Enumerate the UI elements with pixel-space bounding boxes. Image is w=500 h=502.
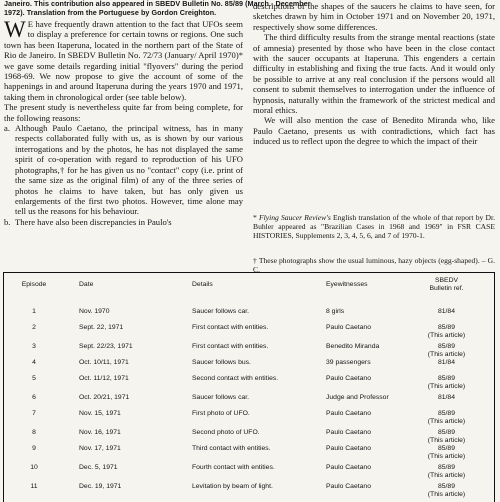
intro-paragraph [4, 19, 243, 102]
cell-date: Oct. 20/21, 1971 [79, 394, 130, 401]
cell-bulletin-ref: 85/89 [437, 445, 455, 452]
cell-episode: 10 [30, 464, 38, 471]
cell-bulletin-ref-note: (This article) [427, 332, 466, 339]
cell-episode: 3 [32, 343, 36, 350]
reason-item-b [4, 217, 243, 227]
cell-bulletin-ref: 81/84 [437, 359, 455, 366]
cell-date: Dec. 5, 1971 [79, 464, 118, 471]
reason-item-a [4, 123, 243, 217]
cell-details: First photo of UFO. [192, 410, 250, 417]
cell-eyewitnesses: Paulo Caetano [326, 375, 371, 382]
cell-eyewitnesses: Paulo Caetano [326, 410, 371, 417]
header-ref-line-1: SBEDV [434, 277, 459, 284]
cell-episode: 4 [32, 359, 36, 366]
cell-date: Sept. 22, 1971 [79, 324, 124, 331]
cell-bulletin-ref: 85/89 [437, 343, 455, 350]
cell-date: Nov. 15, 1971 [79, 410, 121, 417]
cell-bulletin-ref-note: (This article) [427, 491, 466, 498]
footnote-photos: † These photographs show the usual luminous, hazy objects (egg-shaped). – G. C. [253, 256, 495, 274]
header-eyewitnesses: Eyewitnesses [326, 281, 368, 288]
footnote-fsr-marker: * [253, 213, 259, 222]
intro-paragraph-text: E have frequently drawn attention to the fact that UFOs seem to display a preference for certain towns or regions. One such town has been Itaperuna, located in the northern part of the State of Rio de Janeiro. In SBEDV Bulletin No. 72/73 (January/ April 1970)* we gave some details regarding initial "flyovers" during the period 1968-69. We now propose to give the account of some of the happenings in and around Itaperuna during the years 1970 and 1971, taking them in chronological order (see table below). [4, 19, 243, 102]
cell-bulletin-ref: 85/89 [437, 429, 455, 436]
drop-cap: W [4, 17, 26, 42]
cell-eyewitnesses: Paulo Caetano [326, 464, 371, 471]
cell-bulletin-ref-note: (This article) [427, 453, 466, 460]
cell-bulletin-ref-note: (This article) [427, 437, 466, 444]
cell-eyewitnesses: 39 passengers [326, 359, 371, 366]
cell-episode: 9 [32, 445, 36, 452]
cell-episode: 5 [32, 375, 36, 382]
cell-bulletin-ref: 85/89 [437, 410, 455, 417]
cell-episode: 7 [32, 410, 36, 417]
cell-eyewitnesses: Paulo Caetano [326, 324, 371, 331]
cell-date: Nov. 17, 1971 [79, 445, 121, 452]
cell-date: Oct. 11/12, 1971 [79, 375, 129, 382]
header-episode: Episode [21, 281, 47, 288]
cell-eyewitnesses: Paulo Caetano [326, 483, 371, 490]
header-note-line-1: Janeiro. This contribution also appeared in SBEDV Bulletin No. 85/89 (March - December [4, 0, 311, 8]
cell-details: First contact with entities. [192, 324, 269, 331]
cell-details: Saucer follows car. [192, 308, 250, 315]
cell-bulletin-ref-note: (This article) [427, 472, 466, 479]
cell-details: Fourth contact with entities. [192, 464, 275, 471]
cell-details: Third contact with entities. [192, 445, 271, 452]
miranda-paragraph: We will also mention the case of Benedito Miranda who, like Paulo Caetano, presents us with contradictions, which fact has induced us to reflect upon the degree to which the impact of their [253, 115, 495, 147]
cell-details: Saucer follows bus. [192, 359, 251, 366]
cell-date: Oct. 10/11, 1971 [79, 359, 129, 366]
cell-episode: 8 [32, 429, 36, 436]
cell-date: Dec. 19, 1971 [79, 483, 122, 490]
cell-details: Levitation by beam of light. [192, 483, 273, 490]
right-column [253, 1, 495, 147]
header-details: Details [192, 281, 213, 288]
cell-eyewitnesses: 8 girls [326, 308, 345, 315]
cell-date: Nov. 16, 1971 [79, 429, 121, 436]
cell-date: Sept. 22/23, 1971 [79, 343, 133, 350]
cell-eyewitnesses: Benedito Miranda [326, 343, 380, 350]
cell-details: Second photo of UFO. [192, 429, 260, 436]
footnote-fsr [253, 214, 495, 240]
reason-item-a-text: Although Paulo Caetano, the principal witness, has in many respects collaborated fully with us, as is shown by our various interrogations and by the photos, he has not displayed the same spirit of co-operation with regard to reproduction of his UFO photographs,† for he has given us no "contact" copy (i.e. print of the same size as the original film) of any of the three series of photos he claims to have taken, but has only given us enlargements of the first two photos. However, time alone may tell us the reasons for his behaviour. [15, 123, 243, 217]
reason-item-a-marker: a. [4, 123, 10, 134]
cell-episode: 6 [32, 394, 36, 401]
cell-details: Second contact with entities. [192, 375, 279, 382]
cell-episode: 11 [30, 483, 38, 490]
cell-episode: 1 [32, 308, 36, 315]
reason-item-b-marker: b. [4, 216, 11, 227]
cell-bulletin-ref: 85/89 [437, 375, 455, 382]
reasons-paragraph: The present study is nevertheless quite far from being complete, for the following reasons: [4, 102, 243, 123]
header-ref-line-2: Bulletin ref. [429, 285, 464, 292]
cell-bulletin-ref: 81/84 [437, 394, 455, 401]
cell-eyewitnesses: Paulo Caetano [326, 429, 371, 436]
cell-bulletin-ref: 85/89 [437, 483, 455, 490]
header-date: Date [79, 281, 94, 288]
cell-details: First contact with entities. [192, 343, 269, 350]
cell-episode: 2 [32, 324, 36, 331]
episodes-table [3, 272, 495, 502]
footnote-fsr-title: Flying Saucer Review's [258, 213, 331, 222]
cell-bulletin-ref: 81/84 [437, 308, 455, 315]
shapes-paragraph: descriptions of the shapes of the saucers he claims to have seen, for sketches drawn by him in October 1971 and on November 20, 1971, respectively show some differences. [253, 1, 495, 32]
left-column [4, 19, 243, 227]
cell-bulletin-ref-note: (This article) [427, 418, 466, 425]
cell-eyewitnesses: Judge and Professor [326, 394, 389, 401]
cell-bulletin-ref: 85/89 [437, 324, 455, 331]
header-note-line-2: 1972). Translation from the Portuguese by Gordon Creighton. [4, 7, 217, 17]
footnote-fsr-text: English translation of the whole of that report by Dr. Buhler appeared as "Brazilian Cases in 1968 and 1969" in FSR CASE HISTORIES, Supplements 2, 3, 4, 5, 6, and 7 of 1970-1. [253, 213, 495, 240]
cell-bulletin-ref-note: (This article) [427, 351, 466, 358]
cell-bulletin-ref-note: (This article) [427, 383, 466, 390]
cell-eyewitnesses: Paulo Caetano [326, 445, 371, 452]
cell-date: Nov. 1970 [79, 308, 110, 315]
cell-bulletin-ref: 85/89 [437, 464, 455, 471]
cell-details: Saucer follows car. [192, 394, 250, 401]
difficulty-paragraph: The third difficulty results from the strange mental reactions (state of amnesia) presented by those who have been in the close contact with the saucer occupants at Itaperuna. This engenders a certain difficulty in establishing and fixing the true facts. And it would only be possible to arrive at any real conclusion if the persons would all consent to submit themselves to interrogation under the influence of hypnosis, naturally within the framework of the strictest medical and moral ethics. [253, 32, 495, 116]
reason-item-b-text: There have also been discrepancies in Paulo's [15, 216, 172, 227]
